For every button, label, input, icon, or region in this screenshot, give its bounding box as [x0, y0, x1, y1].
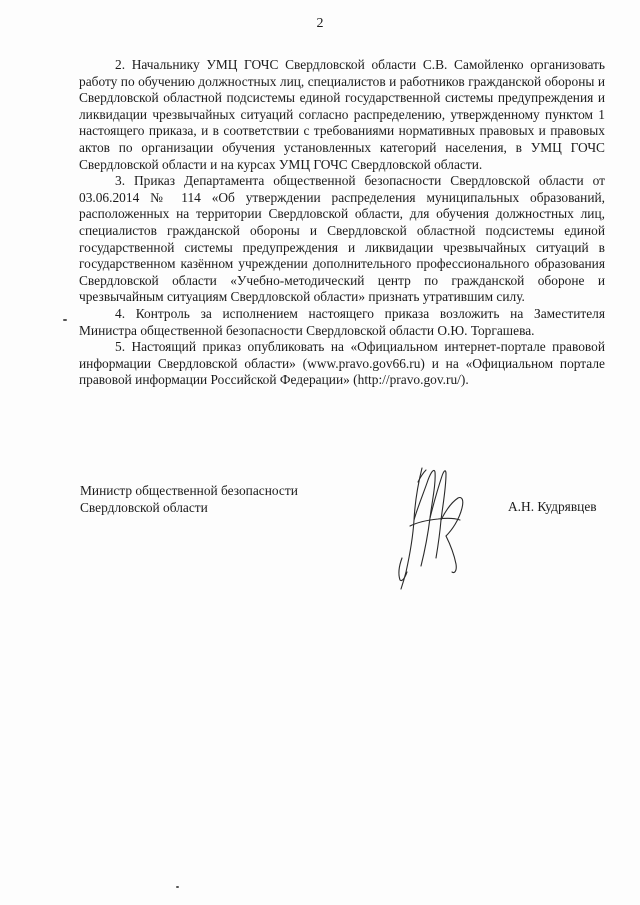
scan-speck-left — [63, 319, 67, 321]
paragraph-4: 4. Контроль за исполнением настоящего приказа возложить на Заместителя Министра общественной безопасности Свердловской области О.Ю. Торгашева. — [79, 305, 605, 338]
paragraph-3: 3. Приказ Департамента общественной безопасности Свердловской области от 03.06.2014 № 114 «Об утверждении распределения муниципальных образований, расположенных на территории Свердловской области, для обучения должностных лиц, специалистов гражданской обороны и Свердловской областной подсистемы единой государственной системы предупреждения и ликвидации чрезвычайных ситуаций в государственном казённом учреждении дополнительного профессионального образования Свердловской области «Учебно-методический центр по гражданской обороне и чрезвычайным ситуациям Свердловской области» признать утратившим силу. — [79, 173, 605, 305]
signatory-position-line1: Министр общественной безопасности — [80, 483, 298, 498]
page-number: 2 — [316, 16, 324, 31]
signatory-name: А.Н. Кудрявцев — [508, 499, 597, 514]
paragraph-2: 2. Начальнику УМЦ ГОЧС Свердловской области С.В. Самойленко организовать работу по обучению должностных лиц, специалистов и работников гражданской обороны и Свердловской областной подсистемы единой государственной системы предупреждения и ликвидации чрезвычайных ситуаций согласно распределению, утвержденному пунктом 1 настоящего приказа, и в соответствии с требованиями нормативных правовых и правовых актов по организации обучения установленных категорий населения, в УМЦ ГОЧС Свердловской области и на курсах УМЦ ГОЧС Свердловской области. — [79, 57, 605, 172]
handwritten-signature-icon — [388, 462, 478, 590]
document-body — [79, 57, 605, 389]
signatory-position — [80, 482, 298, 516]
paragraph-5: 5. Настоящий приказ опубликовать на «Официальном интернет-портале правовой информации Свердловской области» (www.pravo.gov66.ru) и на «Официальном портале правовой информации Российской Федерации» (http://pravo.gov.ru/). — [79, 339, 605, 388]
scan-speck-bottom — [176, 886, 179, 888]
signatory-position-line2: Свердловской области — [80, 500, 208, 515]
